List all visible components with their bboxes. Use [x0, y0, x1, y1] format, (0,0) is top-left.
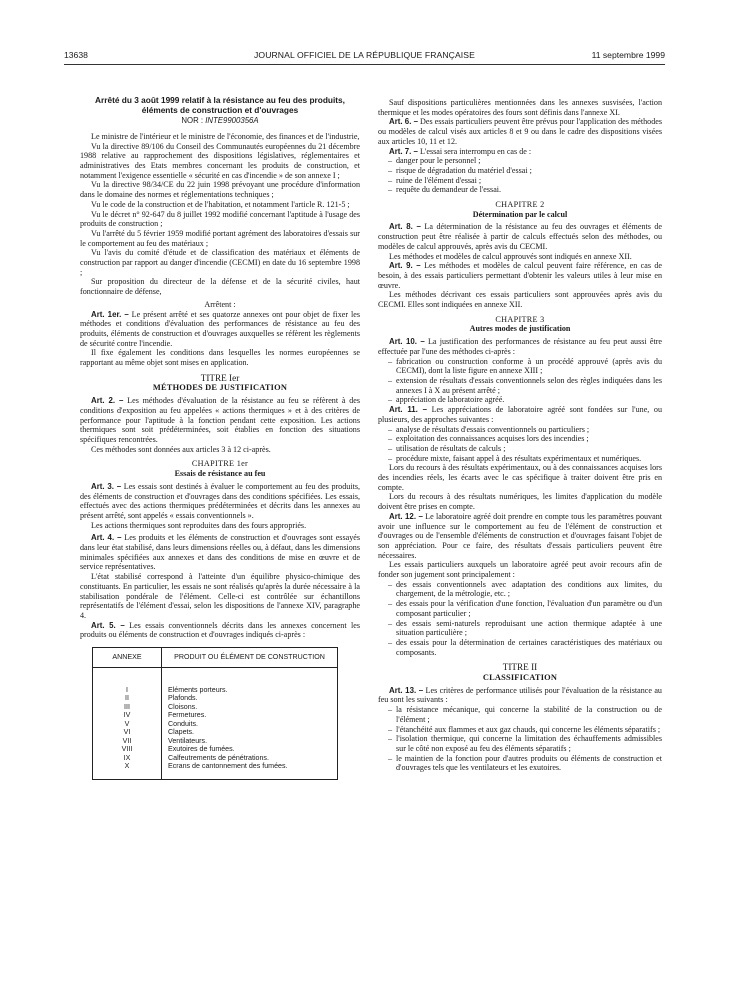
- annex-column-header: ANNEXE: [93, 648, 162, 668]
- annex-table: [92, 647, 338, 780]
- page-number: 13638: [64, 50, 88, 60]
- article-paragraph: Il fixe également les conditions dans lesquelles les normes européennes se rapportant au même objet sont mises en application.: [80, 348, 360, 368]
- preamble-paragraph: Vu la directive 89/106 du Conseil des Communautés européennes du 21 décembre 1988 relative au rapprochement des dispositions législatives, réglementaires et administratives des Etats membres concernant les produits de construction, et notamment l'exigence essentielle « sécurité en cas d'incendie » de son annexe I ;: [80, 141, 360, 180]
- chapter-subheading: Essais de résistance au feu: [174, 469, 266, 479]
- left-column: [80, 96, 360, 780]
- chapter-heading: CHAPITRE 2: [495, 200, 545, 210]
- article-text: La justification des performances de résistance au feu peut aussi être effectuée par l'une des méthodes ci-après :: [378, 337, 662, 356]
- article-label: Art. 13. –: [389, 685, 424, 695]
- table-row: [93, 754, 338, 763]
- article-text: Les critères de performance utilisés pour l'évaluation de la résistance au feu sont les suivants :: [378, 685, 662, 705]
- nor-reference: [80, 116, 360, 126]
- table-row: [93, 728, 338, 737]
- article-text: Les méthodes d'évaluation de la résistance au feu se réfèrent à des conditions d'exposition au feu appelées « actions thermiques » et à des critères de performance pour l'aptitude à la fonction pendant cette exposition. Les actions thermiques sont soit prédéterminées, soit établies en fonction des situations spécifiques rencontrées.: [80, 396, 360, 444]
- product-name: Cloisons.: [162, 703, 338, 712]
- titre-subheading: MÉTHODES DE JUSTIFICATION: [152, 383, 288, 393]
- preamble-paragraph: Vu l'avis du comité d'étude et de classification des matériaux et éléments de construction par rapport au danger d'incendie (CECMI) en date du 16 septembre 1998 ;: [80, 248, 360, 277]
- article-label: Art. 6. –: [389, 117, 418, 127]
- right-column: [378, 98, 662, 773]
- article-paragraph: Lors du recours à des résultats expérimentaux, ou à des connaissances acquises lors des incendies réels, les écarts avec le cas spécifique à traiter doivent être pris en compte.: [378, 463, 662, 492]
- dash-list: [378, 357, 662, 406]
- chapter-subheading: Détermination par le calcul: [472, 209, 568, 219]
- nor-value: INTE9900356A: [205, 116, 259, 126]
- titre-subheading: CLASSIFICATION: [482, 673, 558, 683]
- table-row: [93, 762, 338, 779]
- article-label: Art. 2. –: [91, 396, 124, 406]
- list-item: – analyse de résultats d'essais conventionnels ou particuliers ;: [388, 425, 662, 435]
- product-name: Fermetures.: [162, 711, 338, 720]
- list-item: – extension de résultats d'essais conventionnels selon des règles indiquées dans les annexes I à X au présent arrêté ;: [388, 376, 662, 395]
- list-item: – appréciation de laboratoire agréé.: [388, 395, 662, 405]
- list-item: – exploitation des connaissances acquises lors des incendies ;: [388, 434, 662, 444]
- nor-label: NOR :: [181, 116, 206, 126]
- product-name: Exutoires de fumées.: [162, 745, 338, 754]
- article-label: Art. 9. –: [389, 261, 421, 271]
- journal-title: JOURNAL OFFICIEL DE LA RÉPUBLIQUE FRANÇAISE: [254, 50, 475, 60]
- annex-number: I: [93, 667, 162, 694]
- article-label: Art. 11. –: [389, 405, 428, 415]
- preamble-paragraph: Vu la directive 98/34/CE du 22 juin 1998 prévoyant une procédure d'information dans le domaine des normes et réglementations techniques ;: [80, 180, 360, 200]
- list-item: – danger pour le personnel ;: [388, 156, 662, 166]
- article-text: Le laboratoire agréé doit prendre en compte tous les paramètres pouvant avoir une influence sur le comportement au feu de l'élément de construction et d'ouvrages ou de l'ensemble d'éléments de construction et d'ouvrages faisant l'objet de son appréciation. Pour ce faire, des résultats d'essais particuliers peuvent être nécessaires.: [378, 511, 662, 560]
- article-paragraph: Les essais particuliers auxquels un laboratoire agréé peut avoir recours afin de fonder son jugement sont principalement :: [378, 560, 662, 580]
- list-item: – procédure mixte, faisant appel à des résultats expérimentaux et numériques.: [388, 454, 662, 464]
- chapter-heading: CHAPITRE 1er: [191, 459, 249, 469]
- list-item: – requête du demandeur de l'essai.: [388, 185, 662, 195]
- list-item: – des essais pour la vérification d'une fonction, l'évaluation d'un paramètre ou d'un composant particulier ;: [388, 599, 662, 618]
- list-item: – des essais pour la détermination de certaines caractéristiques des matériaux ou composants.: [388, 638, 662, 657]
- product-name: Eléments porteurs.: [162, 667, 338, 694]
- article-10: [378, 337, 662, 356]
- product-name: Ecrans de cantonnement des fumées.: [162, 762, 338, 779]
- article-label: Art. 10. –: [389, 337, 425, 347]
- chapter-subheading: Autres modes de justification: [469, 324, 571, 334]
- article-text: La détermination de la résistance au feu des ouvrages et éléments de construction peut être réalisée à partir de calculs effectués selon des méthodes, ou modèles de calcul approuvés, après avis du CECMI.: [378, 222, 662, 251]
- preamble-paragraph: Le ministre de l'intérieur et le ministre de l'économie, des finances et de l'industrie,: [91, 131, 360, 141]
- article-text: Le présent arrêté et ses quatorze annexes ont pour objet de fixer les méthodes et conditions d'évaluation des performances de résistance au feu des produits, éléments de construction et d'ouvrages auxquelles se réfèrent les règlements de sécurité contre l'incendie.: [80, 309, 360, 348]
- list-item: – ruine de l'élément d'essai ;: [388, 176, 662, 186]
- article-text: Les appréciations de laboratoire agréé sont fondées sur l'une, ou plusieurs, des approches suivantes :: [378, 405, 662, 424]
- table-row: [93, 703, 338, 712]
- article-4: [80, 533, 360, 572]
- article-2: [80, 396, 360, 445]
- annex-number: VIII: [93, 745, 162, 754]
- list-item: – risque de dégradation du matériel d'essai ;: [388, 166, 662, 176]
- article-13: [378, 686, 662, 705]
- dash-list: [378, 705, 662, 773]
- annex-number: III: [93, 703, 162, 712]
- article-label: Art. 5. –: [91, 620, 125, 630]
- list-item: – la résistance mécanique, qui concerne la stabilité de la construction ou de l'élément ;: [388, 705, 662, 724]
- titre-heading: TITRE Ier: [200, 372, 240, 383]
- article-5: [80, 621, 360, 640]
- product-name: Clapets.: [162, 728, 338, 737]
- article-9: [378, 261, 662, 290]
- chapter-heading: CHAPITRE 3: [495, 314, 545, 324]
- article-label: Art. 8. –: [389, 222, 421, 232]
- article-label: Art. 3. –: [91, 481, 122, 491]
- list-item: – des essais semi-naturels reproduisant une action thermique adaptée à une situation particulière ;: [388, 619, 662, 638]
- article-paragraph: Les méthodes et modèles de calcul approuvés sont indiqués en annexe XII.: [389, 251, 632, 261]
- article-paragraph: Les méthodes décrivant ces essais particuliers sont approuvées après avis du CECMI. Elles sont indiquées en annexe XII.: [378, 290, 662, 310]
- arretent-heading: Arrêtent :: [204, 299, 236, 309]
- arrete-title: Arrêté du 3 août 1999 relatif à la résistance au feu des produits, éléments de construction et d'ouvrages: [95, 95, 345, 115]
- article-paragraph: Lors du recours à des résultats numériques, les limites d'application du modèle doivent être prises en compte.: [378, 492, 662, 512]
- annex-number: IX: [93, 754, 162, 763]
- article-label: Art. 7. –: [389, 146, 418, 156]
- preamble-paragraph: Vu le code de la construction et de l'habitation, et notamment l'article R. 121-5 ;: [91, 199, 350, 209]
- article-7: [378, 147, 662, 157]
- annex-number: X: [93, 762, 162, 779]
- preamble-paragraph: Vu le décret n° 92-647 du 8 juillet 1992 modifié concernant l'aptitude à l'usage des produits de construction ;: [80, 209, 360, 229]
- annex-number: IV: [93, 711, 162, 720]
- titre-heading: TITRE II: [502, 662, 538, 673]
- product-column-header: PRODUIT OU ÉLÉMENT DE CONSTRUCTION: [162, 648, 338, 668]
- article-paragraph: Ces méthodes sont données aux articles 3 à 12 ci-après.: [91, 444, 271, 454]
- article-label: Art. 4. –: [91, 533, 122, 543]
- article-label: Art. 1er. –: [91, 309, 129, 319]
- preamble-paragraph: Sur proposition du directeur de la défense et de la sécurité civiles, haut fonctionnaire de défense,: [80, 277, 360, 297]
- list-item: – des essais conventionnels avec adaptation des conditions aux limites, du chargement, de la métrologie, etc. ;: [388, 580, 662, 599]
- article-12: [378, 512, 662, 561]
- product-name: Plafonds.: [162, 694, 338, 703]
- annex-number: V: [93, 720, 162, 729]
- article-paragraph: L'état stabilisé correspond à l'atteinte d'un équilibre physico-chimique des constituants. En particulier, les essais ne sont réalisés qu'après la durée nécessaire à la stabilisation pondérale de l'élément. Celle-ci est contrôlée sur échantillons représentatifs de l'élément d'essai, selon les dispositions de l'annexe XIV, paragraphe 4.: [80, 572, 360, 620]
- list-item: – utilisation de résultats de calculs ;: [388, 444, 662, 454]
- table-row: [93, 745, 338, 754]
- dash-list: [378, 580, 662, 658]
- dash-list: [378, 156, 662, 195]
- page-header: [64, 50, 665, 64]
- article-paragraph: Les actions thermiques sont reproduites dans des fours appropriés.: [91, 520, 307, 530]
- article-paragraph: Sauf dispositions particulières mentionnées dans les annexes susvisées, l'action thermique et les modes opératoires des fours sont définis dans l'annexe XI.: [378, 98, 662, 117]
- table-row: [93, 667, 338, 694]
- annex-number: VII: [93, 737, 162, 746]
- article-text: L'essai sera interrompu en cas de :: [417, 146, 532, 156]
- article-11: [378, 405, 662, 424]
- product-name: Ventilateurs.: [162, 737, 338, 746]
- preamble-paragraph: Vu l'arrêté du 5 février 1959 modifié portant agrément des laboratoires d'essais sur le comportement au feu des matériaux ;: [80, 228, 360, 248]
- table-row: [93, 720, 338, 729]
- list-item: – le maintien de la fonction pour d'autres produits ou éléments de construction et d'ouvrages tels que les ventilateurs et les exutoires.: [388, 754, 662, 773]
- article-text: Les essais conventionnels décrits dans les annexes concernent les produits ou éléments de construction et d'ouvrages indiqués ci-après :: [80, 620, 360, 640]
- list-item: – fabrication ou construction conforme à un procédé approuvé (après avis du CECMI), dont la liste figure en annexe XIII ;: [388, 357, 662, 376]
- article-text: Des essais particuliers peuvent être prévus pour l'application des méthodes ou modèles de calcul visés aux articles 8 et 9 ou dans le cadre des dispositions visées aux articles 10, 11 et 12.: [378, 117, 662, 146]
- article-text: Les méthodes et modèles de calcul peuvent faire référence, en cas de besoin, à des essais particuliers permettant d'obtenir les valeurs utiles à leur mise en œuvre.: [378, 261, 663, 290]
- dash-list: [378, 425, 662, 464]
- article-8: [378, 222, 662, 251]
- list-item: – l'étanchéité aux flammes et aux gaz chauds, qui concerne les éléments séparatifs ;: [388, 725, 662, 735]
- product-name: Calfeutrements de pénétrations.: [162, 754, 338, 763]
- table-row: [93, 694, 338, 703]
- article-text: Les essais sont destinés à évaluer le comportement au feu des produits, des éléments de construction et d'ouvrages dans des conditions spécifiées. Les essais, effectués avec des actions thermiques prédéterminées et décrits dans les annexes au présent arrêté, sont appelés « essais conventionnels ».: [80, 481, 360, 520]
- article-label: Art. 12. –: [389, 511, 423, 521]
- product-name: Conduits.: [162, 720, 338, 729]
- article-3: [80, 482, 360, 521]
- article-6: [378, 117, 662, 146]
- publication-date: 11 septembre 1999: [591, 50, 665, 60]
- article-1: [80, 310, 360, 349]
- annex-number: II: [93, 694, 162, 703]
- annex-number: VI: [93, 728, 162, 737]
- table-row: [93, 711, 338, 720]
- table-row: [93, 737, 338, 746]
- article-text: Les produits et les éléments de construction et d'ouvrages sont essayés dans leur état stabilisé, dans leurs dimensions réelles ou, à défaut, dans les dimensions minimales spécifiées aux annexes et dans des conditions de mise en œuvre et de service représentatives.: [80, 533, 360, 572]
- header-rule: [64, 64, 665, 65]
- list-item: – l'isolation thermique, qui concerne la limitation des échauffements admissibles sur le côté non exposé au feu des éléments séparatifs ;: [388, 734, 662, 753]
